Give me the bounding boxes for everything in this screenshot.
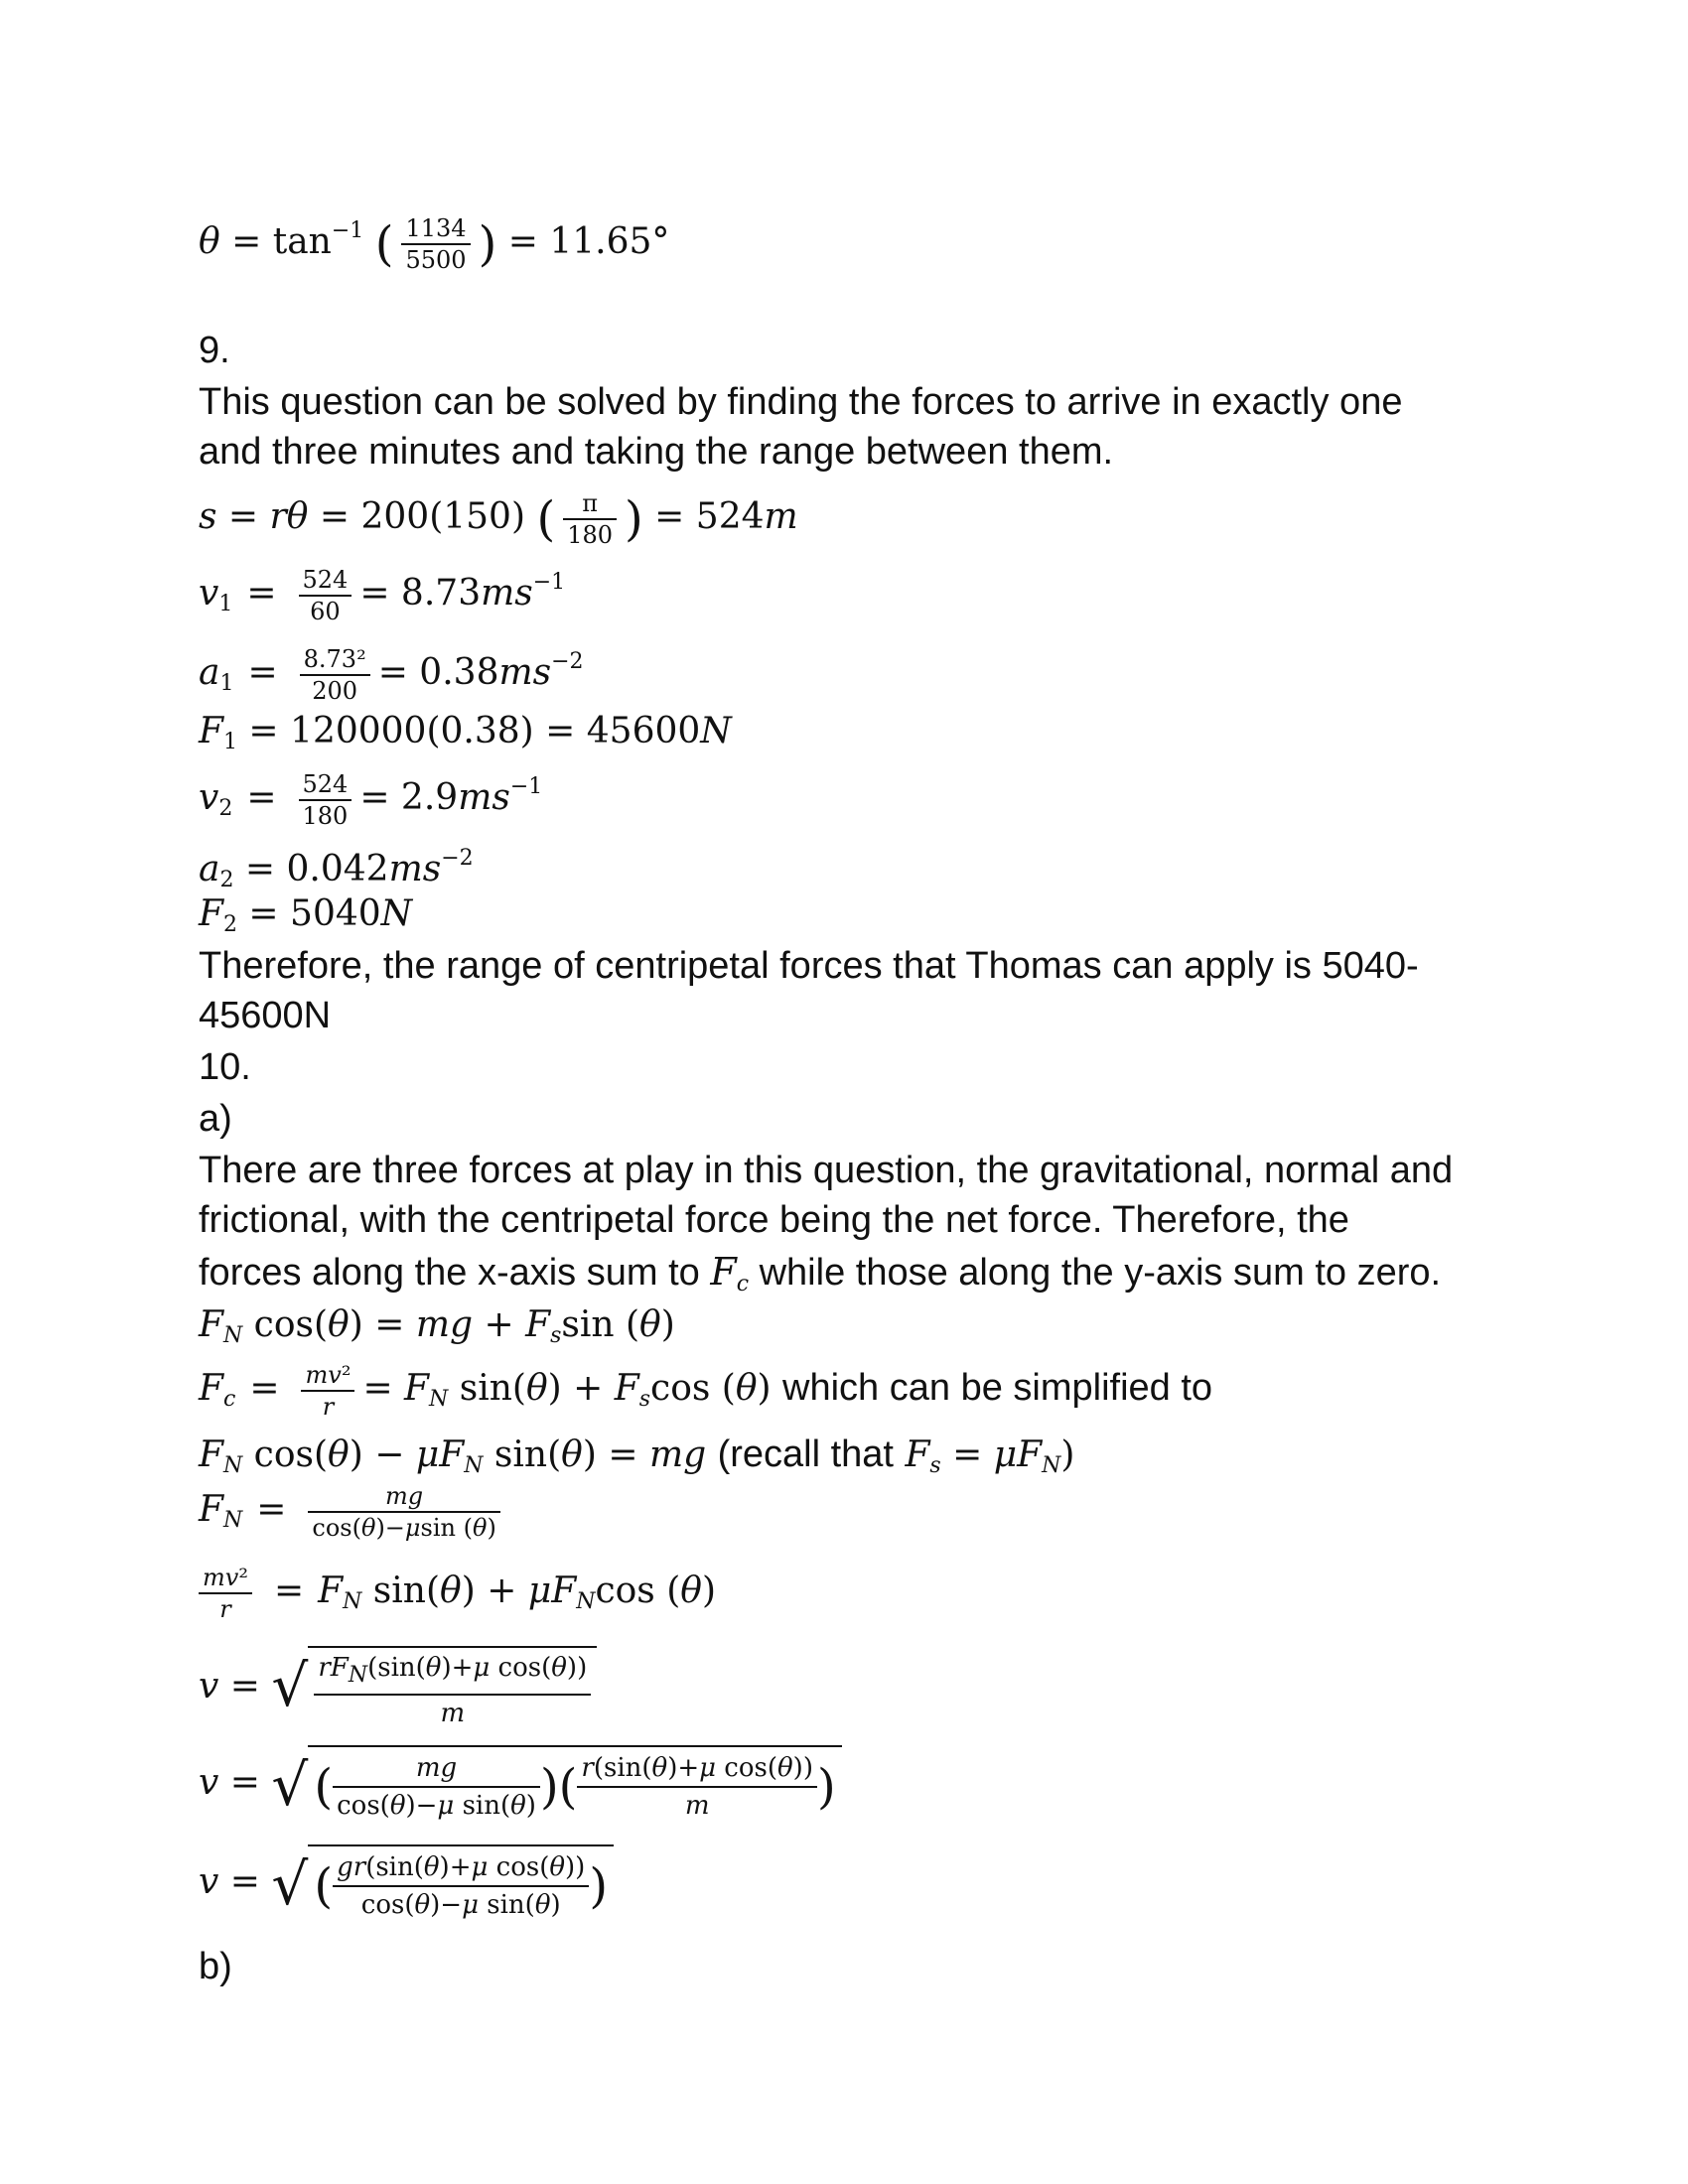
velocity-equation-3: v = √ ( $\frac{\text{gr(sin(θ)+μ cos(θ))}}{\text{cos(θ)−μ sin(θ)}}$ ) bbox=[199, 1844, 614, 1924]
fraction: $\frac{\pi}{180}$ bbox=[563, 488, 617, 550]
fraction: $\frac{524}{180}$ bbox=[299, 769, 352, 831]
fraction: $\frac{mg}{\cos(\theta)-\mu\sin (\theta)}$ bbox=[308, 1481, 499, 1543]
fraction: $\frac{524}{60}$ bbox=[299, 565, 352, 626]
velocity-equation-2: v = √ ( $\frac{mg}{\text{cos(θ)−μ sin(θ)}}$ ) ( $\frac{\text{r(sin(θ)+μ cos(θ))}}{m}$ ) bbox=[199, 1745, 842, 1825]
a1-equation: $a_1$ = $\frac{\text{8.73²}}{200}$ = $0.38ms^{-2}$ bbox=[199, 645, 584, 705]
fraction: $\frac{\text{r(sin(θ)+μ cos(θ))}}{m}$ bbox=[577, 1750, 817, 1824]
a2-equation: $a_2 = 0.042ms^{-2}$ bbox=[199, 846, 474, 892]
q10-part-b-label: b) bbox=[199, 1946, 232, 1987]
fraction: $\frac{\text{8.73²}}{200}$ bbox=[300, 644, 370, 706]
velocity-equation-1: v = √ $\frac{rF_N(\sin(\theta)+\mu \cos(\theta))}{m}$ bbox=[199, 1646, 597, 1731]
q9-conclusion-line-2: 45600N bbox=[199, 995, 332, 1036]
centripetal-substitution: $\frac{\text{mv²}}{r}$ = $F_N$ $\sin(\theta) + \mu F_N\cos$ (θ) bbox=[199, 1563, 716, 1627]
v1-equation: $v_1$ = $\frac{524}{60}$ = $8.73ms^{-1}$ bbox=[199, 566, 566, 625]
q10-part-a-label: a) bbox=[199, 1098, 232, 1140]
normal-force-vertical-equation: $F_N$ cos(θ) = mg + $F_s\sin$ (θ) bbox=[199, 1304, 675, 1348]
fraction: $\frac{1134}{5500}$ bbox=[401, 213, 470, 275]
fraction: $\frac{mg}{\text{cos(θ)−μ sin(θ)}}$ bbox=[333, 1750, 540, 1824]
v2-equation: $v_2$ = $\frac{524}{180}$ = $2.9ms^{-1}$ bbox=[199, 770, 543, 830]
square-root: √ ( $\frac{mg}{\text{cos(θ)−μ sin(θ)}}$ ) ( $\frac{\text{r(sin(θ)+μ cos(θ))}}{m}$ ) bbox=[271, 1745, 841, 1825]
fraction: $\frac{\text{mv²}}{r}$ bbox=[301, 1360, 354, 1422]
fraction: $\frac{rF_N(\sin(\theta)+\mu \cos(\theta))}{m}$ bbox=[314, 1650, 591, 1731]
q9-conclusion-line-1: Therefore, the range of centripetal forces that Thomas can apply is 5040- bbox=[199, 945, 1419, 987]
arc-length-equation: s = rθ = 200(150) ( $\frac{\pi}{180}$ ) = 524m bbox=[199, 489, 798, 549]
f1-equation: $F_1 = 120000(0.38) = 45600N$ bbox=[199, 711, 732, 754]
question-9-number: 9. bbox=[199, 330, 230, 371]
simplified-equation: $F_N$ $\cos(\theta) - \mu F_N$ sin(θ) = mg (recall that $F_s = \mu F_N$) bbox=[199, 1433, 1075, 1478]
fraction: $\frac{\text{mv²}}{r}$ bbox=[199, 1563, 252, 1624]
square-root: √ $\frac{rF_N(\sin(\theta)+\mu \cos(\theta))}{m}$ bbox=[271, 1646, 597, 1731]
centripetal-force-equation: $F_c$ = $\frac{\text{mv²}}{r}$ = $F_N$ $\sin(\theta) + F_s\cos$ (θ) which can be simplified to bbox=[199, 1361, 1213, 1421]
q9-intro-line-1: This question can be solved by finding the forces to arrive in exactly one bbox=[199, 381, 1403, 423]
q10-text-line-1: There are three forces at play in this question, the gravitational, normal and bbox=[199, 1150, 1454, 1191]
question-10-number: 10. bbox=[199, 1046, 251, 1088]
q10-text-line-2: frictional, with the centripetal force being the net force. Therefore, the bbox=[199, 1199, 1349, 1241]
q9-intro-line-2: and three minutes and taking the range between them. bbox=[199, 431, 1114, 473]
normal-force-solution: $F_N$ = $\frac{mg}{\cos(\theta)-\mu\sin (\theta)}$ bbox=[199, 1481, 508, 1546]
square-root: √ ( $\frac{\text{gr(sin(θ)+μ cos(θ))}}{\text{cos(θ)−μ sin(θ)}}$ ) bbox=[271, 1844, 614, 1924]
theta-equation: $\theta = \tan^{-1}$ ( $\frac{1134}{5500}$ ) = 11.65° bbox=[199, 214, 670, 274]
f2-equation: $F_2 = 5040N$ bbox=[199, 893, 413, 937]
fraction: $\frac{\text{gr(sin(θ)+μ cos(θ))}}{\text{cos(θ)−μ sin(θ)}}$ bbox=[333, 1849, 589, 1923]
q10-text-line-3: forces along the x-axis sum to $F_c$ while those along the y-axis sum to zero. bbox=[199, 1250, 1442, 1297]
